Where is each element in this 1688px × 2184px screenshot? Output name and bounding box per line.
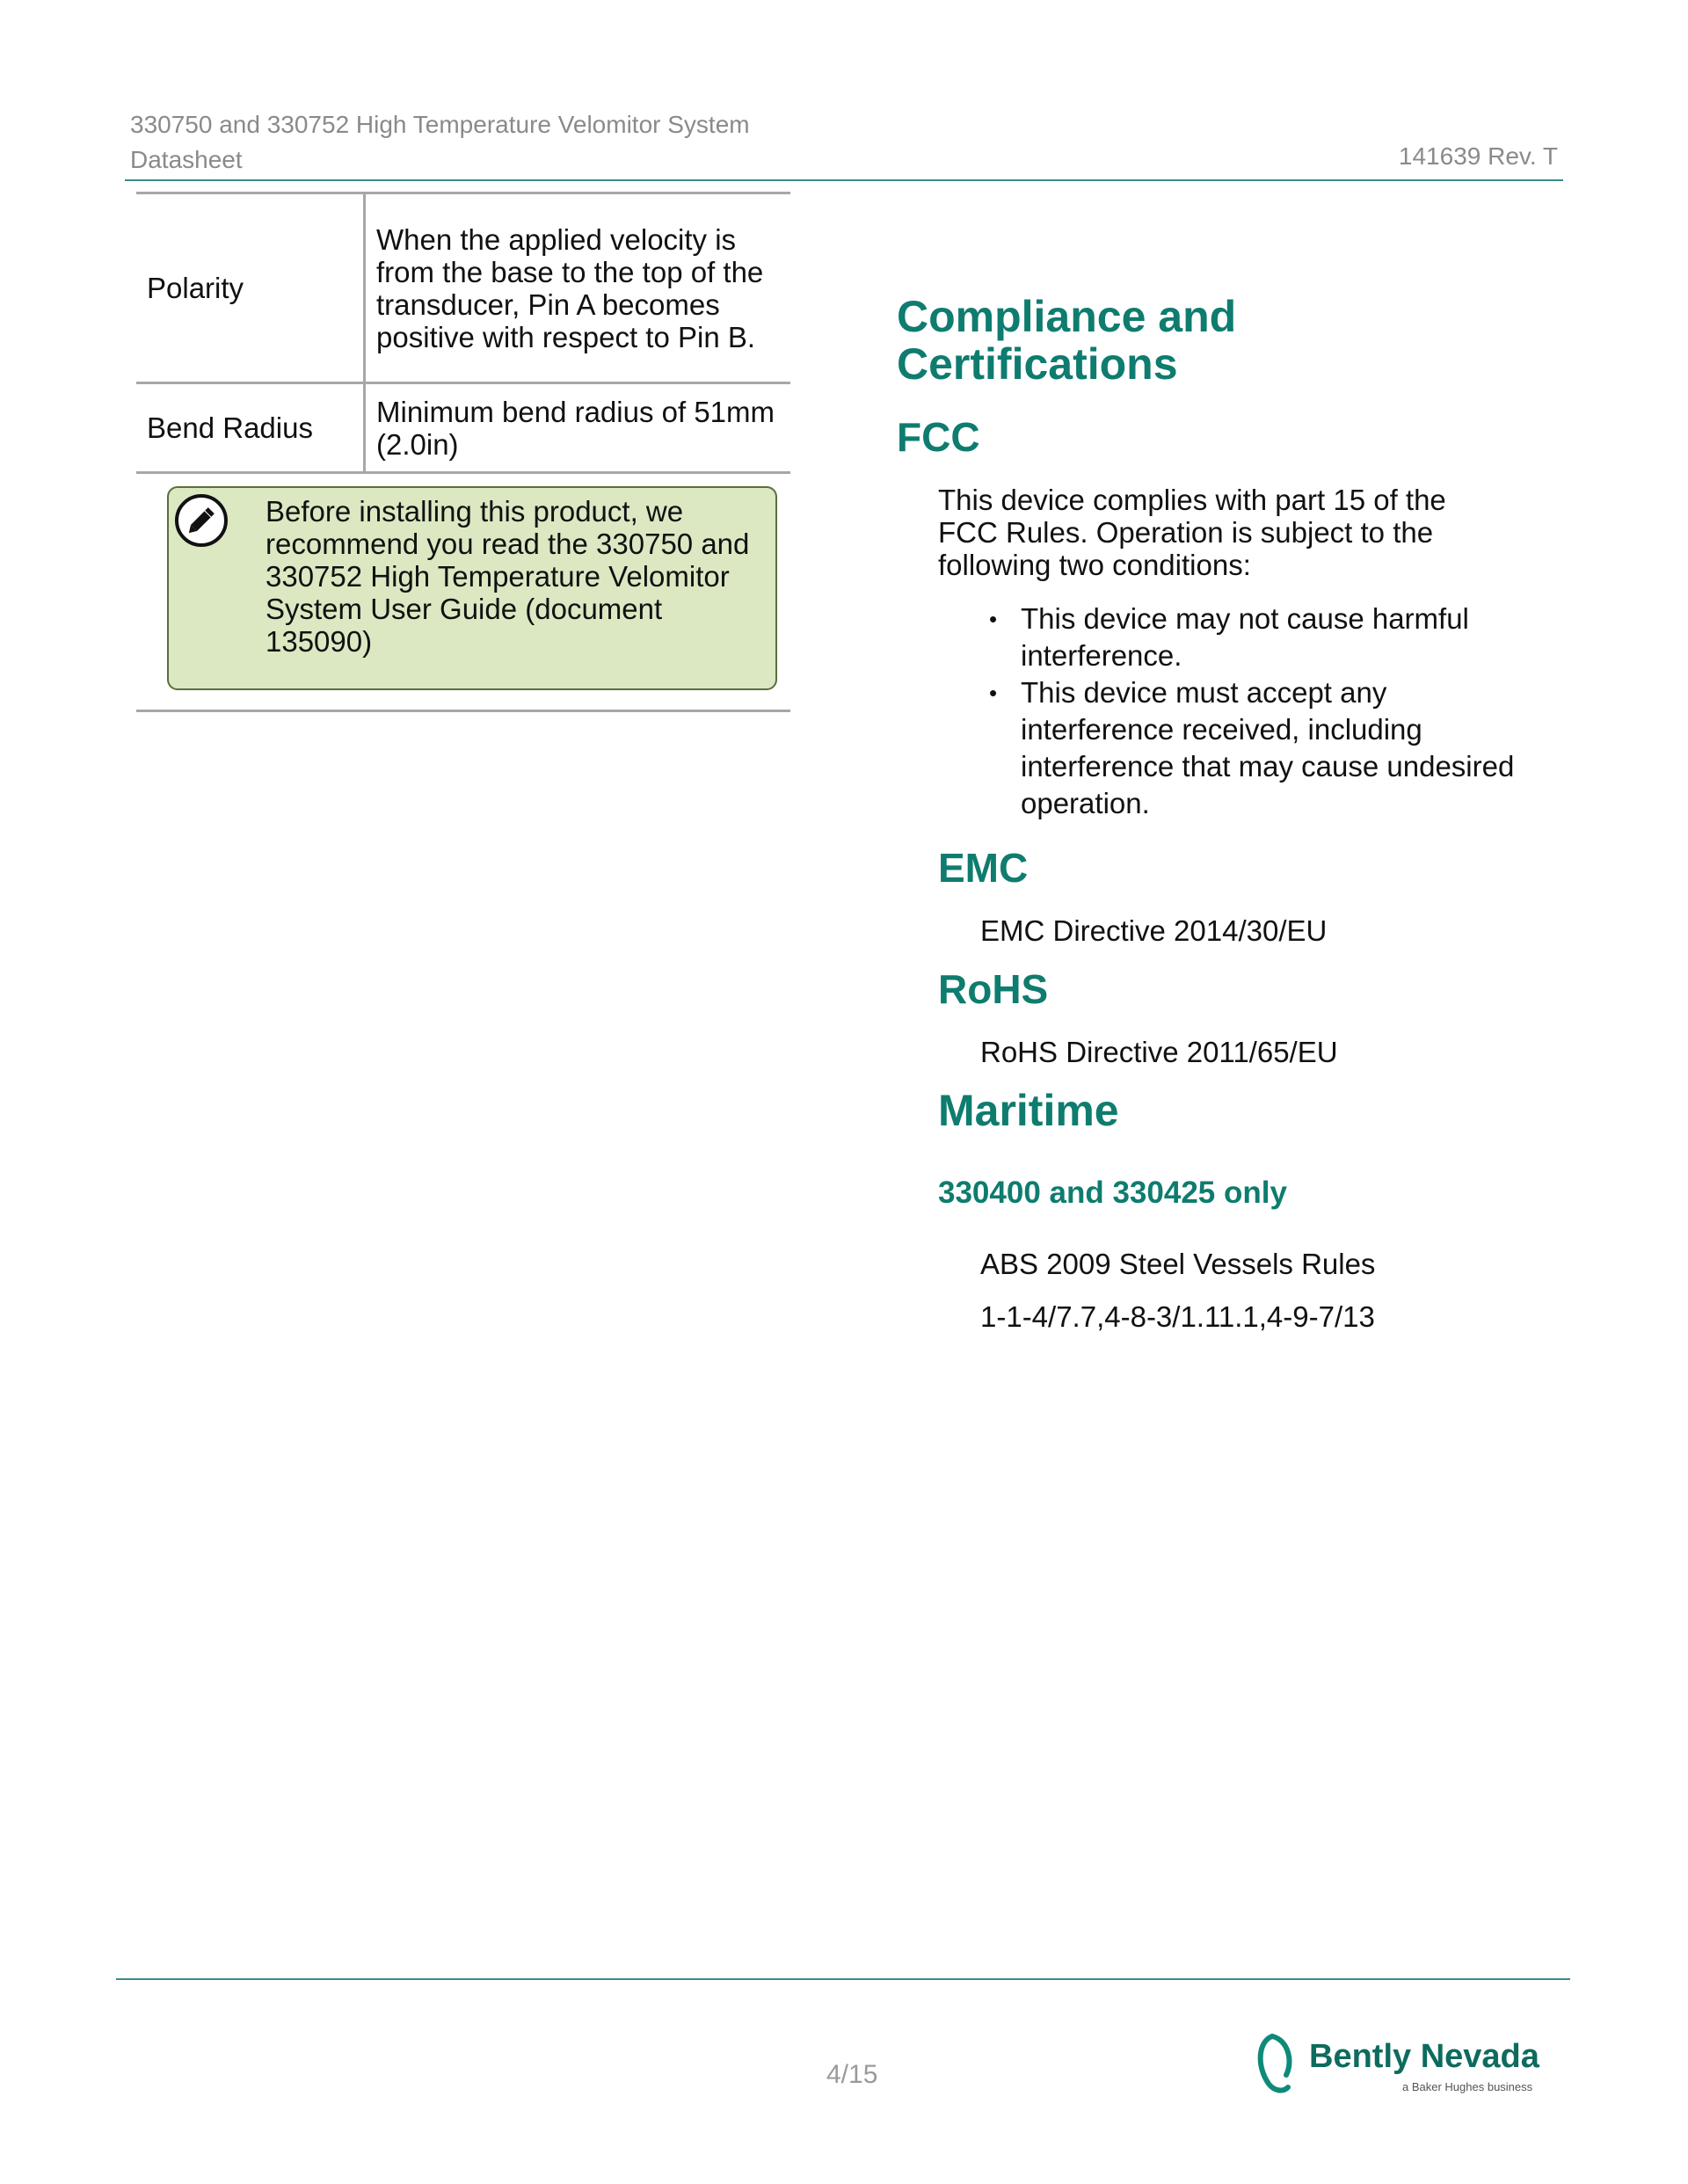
maritime-rules: ABS 2009 Steel Vessels Rules	[980, 1248, 1376, 1280]
note-box	[167, 486, 777, 690]
table-row	[136, 193, 790, 383]
fcc-conditions-list	[980, 601, 1525, 822]
spec-value-polarity: When the applied velocity is from the base to the top of the transducer, Pin A becomes positive with respect to Pin B.	[365, 193, 791, 383]
list-item: • This device must accept any interference received, including interference that may cause undesired operation.	[980, 674, 1525, 822]
header-divider	[125, 179, 1563, 181]
rohs-heading: RoHS	[938, 966, 1049, 1012]
table-bottom-rule	[136, 710, 790, 712]
compliance-heading-line1: Compliance and	[897, 292, 1237, 341]
page-number: 4/15	[826, 2060, 878, 2089]
compliance-heading-line2: Certifications	[897, 339, 1178, 389]
brand-mark-icon	[1253, 2031, 1306, 2096]
compliance-heading	[897, 293, 1236, 388]
spec-key-bend-radius: Bend Radius	[136, 383, 365, 473]
footer-divider	[116, 1978, 1570, 1980]
table-row	[136, 383, 790, 473]
brand-logo	[1253, 2031, 1552, 2096]
rohs-text: RoHS Directive 2011/65/EU	[980, 1036, 1338, 1068]
note-text: Before installing this product, we recommend you read the 330750 and 330752 High Temperature Velomitor System User Guide (document 135090)	[266, 495, 750, 658]
fcc-heading: FCC	[897, 414, 980, 460]
brand-name: Bently Nevada	[1309, 2038, 1539, 2075]
document-title-line1: 330750 and 330752 High Temperature Velomitor System	[130, 111, 750, 138]
emc-heading: EMC	[938, 845, 1029, 891]
spec-table	[136, 192, 790, 474]
spec-key-polarity: Polarity	[136, 193, 365, 383]
fcc-intro: This device complies with part 15 of the FCC Rules. Operation is subject to the following two conditions:	[938, 484, 1446, 581]
document-title-line2: Datasheet	[130, 146, 243, 173]
spec-value-bend-radius: Minimum bend radius of 51mm (2.0in)	[365, 383, 791, 473]
maritime-heading: Maritime	[938, 1086, 1119, 1135]
maritime-subheading: 330400 and 330425 only	[938, 1176, 1287, 1210]
brand-tagline: a Baker Hughes business	[1402, 2080, 1533, 2093]
document-title	[130, 107, 750, 178]
list-item: • This device may not cause harmful interference.	[980, 601, 1525, 674]
maritime-sections: 1-1-4/7.7,4-8-3/1.11.1,4-9-7/13	[980, 1300, 1375, 1333]
emc-text: EMC Directive 2014/30/EU	[980, 914, 1328, 947]
pencil-icon	[174, 493, 229, 548]
document-revision: 141639 Rev. T	[1398, 142, 1558, 170]
